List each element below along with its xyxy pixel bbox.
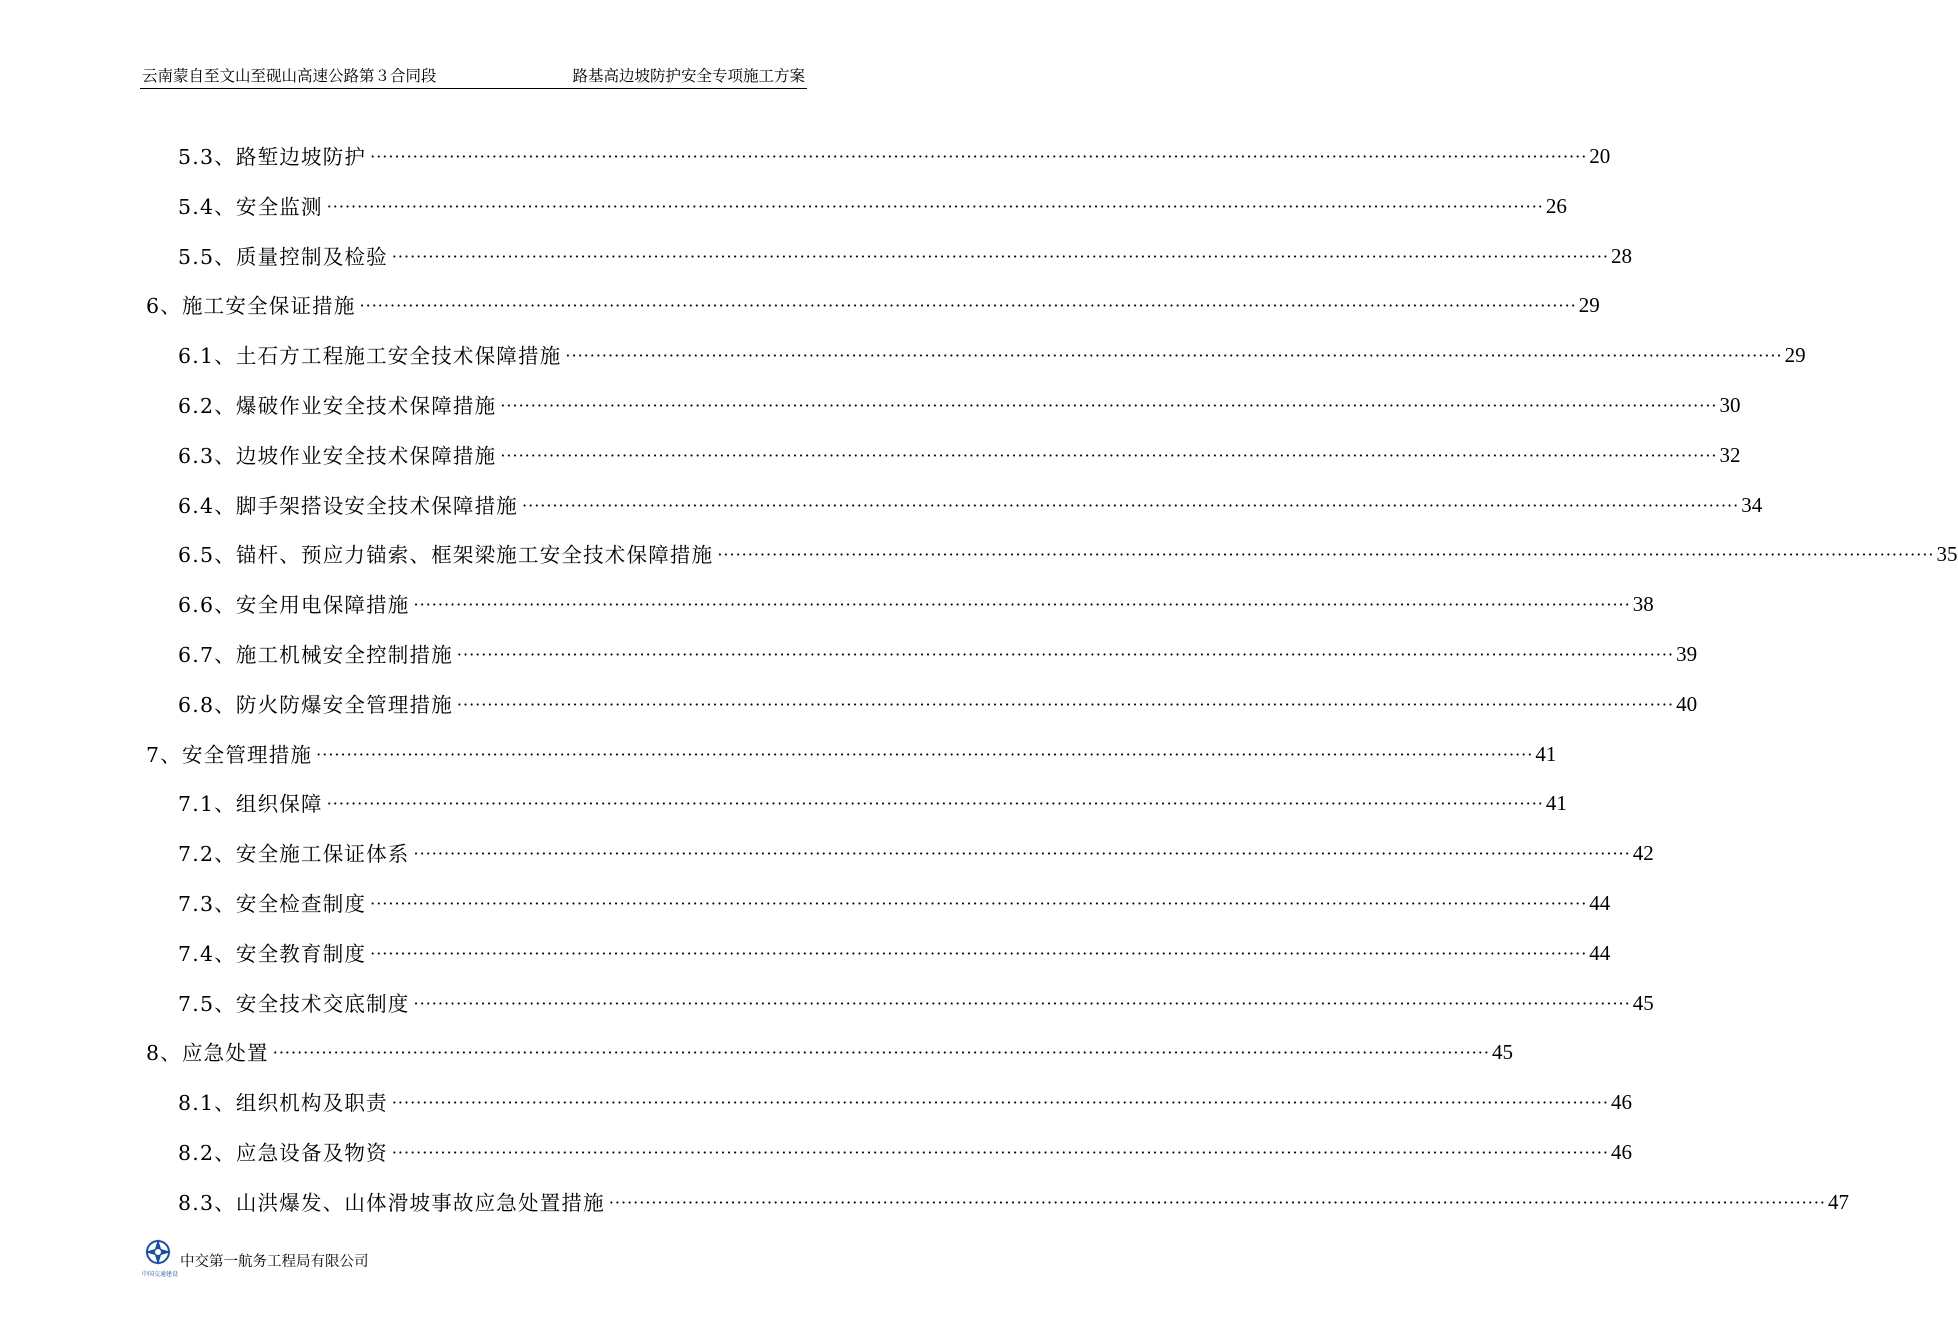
- toc-entry-label: 6.7、施工机械安全控制措施: [178, 643, 453, 667]
- toc-leader-dots: ········································································································································································································: [413, 844, 1631, 864]
- toc-entry-page: 41: [1545, 791, 1567, 816]
- toc-entry-label: 6.1、土石方工程施工安全技术保障措施: [178, 344, 562, 369]
- toc-leader-dots: ········································································································································································································: [359, 296, 1577, 316]
- toc-entry[interactable]: [178, 1176, 1849, 1216]
- footer-company-name: 中交第一航务工程局有限公司: [180, 1254, 369, 1270]
- toc-entry-label: 7.1、组织保障: [178, 792, 323, 817]
- toc-entry-label: 8.2、应急设备及物资: [178, 1141, 388, 1165]
- toc-entry-label: 6.8、防火防爆安全管理措施: [178, 692, 453, 717]
- header-project-title: 云南蒙自至文山至砚山高速公路第３合同段: [142, 67, 437, 85]
- logo-caption: 中国交通建设: [141, 1271, 178, 1278]
- toc-leader-dots: ········································································································································································································: [413, 993, 1631, 1013]
- toc-entry[interactable]: [178, 130, 1611, 170]
- toc-leader-dots: ········································································································································································································: [391, 1143, 1609, 1162]
- toc-entry-label: 8.1、组织机构及职责: [178, 1091, 388, 1116]
- toc-entry[interactable]: [178, 927, 1611, 967]
- toc-entry-label: 7.4、安全教育制度: [178, 941, 367, 966]
- toc-entry-page: 47: [1828, 1189, 1849, 1214]
- toc-leader-dots: ········································································································································································································: [326, 794, 1544, 814]
- toc-leader-dots: ········································································································································································································: [456, 645, 1675, 664]
- toc-entry-page: 41: [1535, 741, 1557, 766]
- toc-entry[interactable]: [178, 827, 1654, 867]
- toc-entry[interactable]: [178, 1126, 1632, 1166]
- toc-leader-dots: ········································································································································································································: [326, 196, 1544, 216]
- toc-entry-page: 45: [1632, 990, 1654, 1015]
- toc-leader-dots: ········································································································································································································: [413, 595, 1631, 615]
- page-header: [140, 58, 807, 89]
- toc-entry-label: 6.6、安全用电保障措施: [178, 593, 410, 618]
- toc-leader-dots: ········································································································································································································: [316, 744, 1534, 764]
- toc-leader-dots: ········································································································································································································: [500, 396, 1718, 415]
- toc-entry-page: 26: [1545, 193, 1567, 218]
- toc-entry-page: 39: [1676, 642, 1698, 666]
- toc-entry[interactable]: [178, 678, 1698, 718]
- toc-entry-page: 46: [1611, 1140, 1632, 1164]
- toc-entry-label: 6.5、锚杆、预应力锚索、框架梁施工安全技术保障措施: [178, 543, 714, 568]
- toc-entry[interactable]: [178, 429, 1741, 469]
- toc-entry-page: 35: [1936, 542, 1958, 567]
- toc-entry[interactable]: [178, 628, 1698, 668]
- toc-entry-page: 38: [1632, 592, 1654, 617]
- toc-entry[interactable]: [178, 230, 1632, 270]
- toc-entry-page: 45: [1491, 1040, 1513, 1065]
- toc-entry-page: 44: [1589, 891, 1611, 915]
- toc-entry-label: 6.2、爆破作业安全技术保障措施: [178, 394, 497, 418]
- toc-leader-dots: ········································································································································································································: [522, 495, 1740, 515]
- toc-entry-label: 7.2、安全施工保证体系: [178, 842, 410, 867]
- toc-entry[interactable]: [146, 279, 1600, 319]
- toc-entry-page: 29: [1578, 293, 1600, 318]
- toc-leader-dots: ········································································································································································································: [608, 1192, 1826, 1212]
- toc-entry-page: 30: [1719, 393, 1741, 417]
- toc-entry-page: 32: [1719, 442, 1741, 467]
- toc-leader-dots: ········································································································································································································: [565, 346, 1783, 366]
- toc-entry-label: 8、应急处置: [146, 1041, 269, 1066]
- toc-entry[interactable]: [178, 180, 1567, 220]
- toc-entry-page: 44: [1589, 940, 1611, 965]
- toc-leader-dots: ········································································································································································································: [456, 694, 1675, 714]
- toc-entry-label: 7.5、安全技术交底制度: [178, 991, 410, 1016]
- toc-leader-dots: ········································································································································································································: [500, 445, 1718, 465]
- toc-leader-dots: ········································································································································································································: [370, 894, 1588, 913]
- toc-entry-label: 6.4、脚手架搭设安全技术保障措施: [178, 493, 519, 518]
- toc-entry-label: 6.3、边坡作业安全技术保障措施: [178, 443, 497, 468]
- toc-entry[interactable]: [178, 329, 1806, 369]
- toc-leader-dots: ········································································································································································································: [272, 1043, 1490, 1063]
- toc-entry[interactable]: [178, 578, 1654, 618]
- toc-entry-page: 46: [1611, 1090, 1632, 1115]
- toc-entry[interactable]: [178, 479, 1763, 519]
- header-document-title: 路基高边坡防护安全专项施工方案: [572, 67, 805, 85]
- toc-leader-dots: ········································································································································································································: [391, 246, 1609, 266]
- toc-entry[interactable]: [178, 379, 1741, 419]
- toc-entry-label: 6、施工安全保证措施: [146, 294, 356, 319]
- toc-entry-page: 20: [1589, 144, 1611, 168]
- toc-entry[interactable]: [146, 1026, 1513, 1066]
- toc-leader-dots: ········································································································································································································: [370, 943, 1588, 963]
- toc-entry[interactable]: [178, 877, 1611, 917]
- toc-entry[interactable]: [178, 777, 1567, 817]
- toc-entry-page: 29: [1784, 343, 1806, 368]
- toc-leader-dots: ········································································································································································································: [391, 1093, 1609, 1113]
- toc-entry[interactable]: [178, 528, 1958, 568]
- toc-entry-label: 5.3、路堑边坡防护: [178, 145, 367, 169]
- toc-entry-label: 7、安全管理措施: [146, 742, 313, 767]
- toc-entry-label: 5.4、安全监测: [178, 194, 323, 219]
- toc-leader-dots: ········································································································································································································: [717, 545, 1935, 565]
- toc-entry-label: 7.3、安全检查制度: [178, 892, 367, 916]
- toc-entry-page: 28: [1611, 243, 1632, 268]
- toc-leader-dots: ········································································································································································································: [370, 147, 1588, 166]
- toc-entry-page: 42: [1632, 841, 1654, 866]
- toc-entry-page: 40: [1676, 691, 1698, 716]
- toc-entry-label: 8.3、山洪爆发、山体滑坡事故应急处置措施: [178, 1190, 605, 1215]
- toc-entry[interactable]: [178, 977, 1654, 1017]
- toc-entry-page: 34: [1741, 492, 1763, 517]
- toc-entry[interactable]: [146, 728, 1557, 768]
- toc-entry-label: 5.5、质量控制及检验: [178, 244, 388, 269]
- toc-entry[interactable]: [178, 1076, 1632, 1116]
